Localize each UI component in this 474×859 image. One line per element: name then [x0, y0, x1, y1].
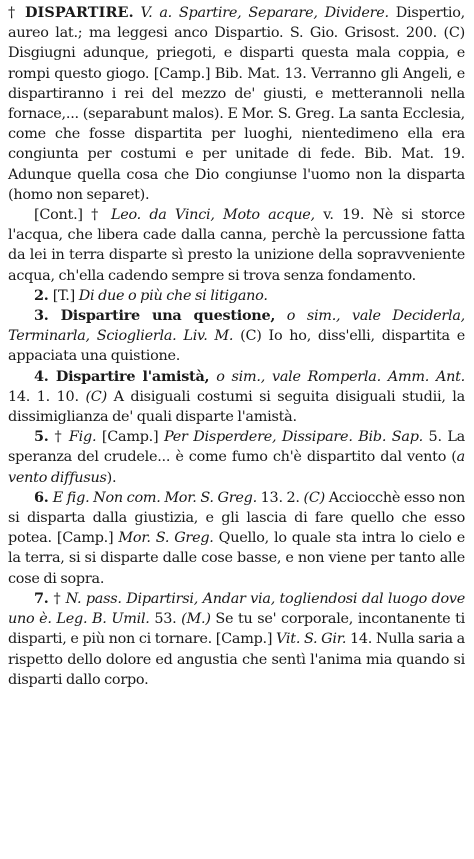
sense-paragraph: [8, 286, 465, 306]
text-run: 14. Nulla saria a rispetto dello dolore ed angustia che sentì l'anima mia quando si disparti dallo corpo.: [8, 631, 465, 688]
text-run: †: [53, 590, 66, 607]
sense-paragraph: [8, 367, 465, 428]
text-run: 6.: [34, 488, 53, 506]
sense-paragraph: [8, 427, 465, 488]
text-run: Leo. da Vinci, Moto acque,: [110, 207, 315, 224]
text-run: v. 19. Nè si storce l'acqua, che libera cade dalla canna, perchè la percussione fatta da lei in terra disparte sì presto la unizione della sopravveniente acqua, ch'ella cadendo sempre si trova senza fondamento.: [8, 207, 465, 284]
text-run: Se tu se' corporale, incontanente ti disparti, e più non ci tornare. [Camp.]: [8, 611, 465, 648]
text-run: 13. 2.: [256, 489, 304, 506]
text-run: E fig. Non com. Mor. S. Greg.: [52, 489, 257, 506]
text-run: 5.: [34, 428, 55, 446]
entry-definition: V. a. Spartire, Separare, Dividere.: [133, 5, 389, 21]
text-run: 2.: [34, 286, 53, 304]
text-run: Vit. S. Gir.: [276, 631, 347, 648]
text-run: 7.: [34, 589, 54, 607]
text-run: Quello, lo quale sta intra lo cielo e la terra, si si disparte dalle cose basse, e non viene per tanto alle cose di sopra.: [8, 530, 465, 587]
text-run: †: [54, 429, 69, 446]
text-run: [Camp.]: [96, 429, 164, 446]
text-run: 14. 1. 10.: [8, 388, 86, 405]
text-run: Per Disperdere, Dissipare. Bib. Sap.: [163, 429, 423, 446]
text-run: 3. Dispartire una questione,: [34, 307, 276, 325]
text-run: (C): [303, 489, 325, 506]
dagger-mark: †: [8, 5, 25, 21]
text-run: o sim., vale Deciderla, Terminarla, Scioglierla. Liv. M.: [8, 308, 465, 345]
headword: DISPARTIRE.: [24, 4, 134, 21]
entry-body: Dispertio, aureo lat.; ma leggesi anco Dispartio. S. Gio. Grisost. 200. (C) Disgiugni adunque, priegoti, e disparti questa mala coppia, e rompi questo giogo. [Camp.] Bib. Mat. 13. Verranno gli Angeli, e dispartiranno i rei del mezzo de' giusti, e metterannoli nella fornace,... (separabunt malos). E Mor. S. Greg. La santa Ecclesia, come che fosse dispartita per luoghi, nientedimeno ella era congiunta per costumi e per unitade di fede. Bib. Mat. 19. Adunque quella cosa che Dio congiunse l'uomo non la disparta (homo non separet).: [8, 5, 466, 203]
text-run: (C) Io ho, diss'elli, dispartita e appaciata una quistione.: [8, 328, 466, 365]
sense-paragraph: [8, 488, 465, 589]
entry-main: [8, 3, 465, 205]
text-run: [Cont.] †: [34, 207, 111, 224]
text-run: 4. Dispartire l'amistà,: [34, 367, 210, 385]
text-run: Mor. S. Greg.: [118, 530, 214, 547]
sense-paragraph: [8, 306, 465, 367]
text-run: ).: [106, 469, 117, 486]
text-run: Acciocchè esso non si disparta dalla giustizia, e gli lascia di fare quello che esso potea. [Camp.]: [8, 489, 465, 547]
text-run: N. pass. Dipartirsi, Andar via, togliendosi dal luogo dove uno è. Leg. B. Umil.: [8, 590, 466, 628]
text-run: (C): [85, 388, 107, 405]
sense-paragraph: [8, 589, 465, 690]
text-run: a vento diffusus: [8, 449, 465, 486]
text-run: Di due o più che si litigano.: [78, 287, 268, 304]
text-run: 53.: [149, 611, 182, 628]
text-run: [T.]: [52, 287, 79, 304]
text-run: Fig.: [68, 429, 97, 446]
text-run: 5. La speranza del crudele... è come fumo ch'è dispartito dal vento (: [8, 429, 466, 466]
text-run: A disiguali costumi si seguita disiguali studii, la dissimiglianza de' quali disparte l'amistà.: [8, 388, 465, 426]
sense-list: [8, 205, 465, 690]
text-run: o sim., vale Romperla. Amm. Ant.: [209, 368, 466, 385]
text-run: (M.): [181, 611, 211, 628]
sense-paragraph: [8, 205, 465, 286]
